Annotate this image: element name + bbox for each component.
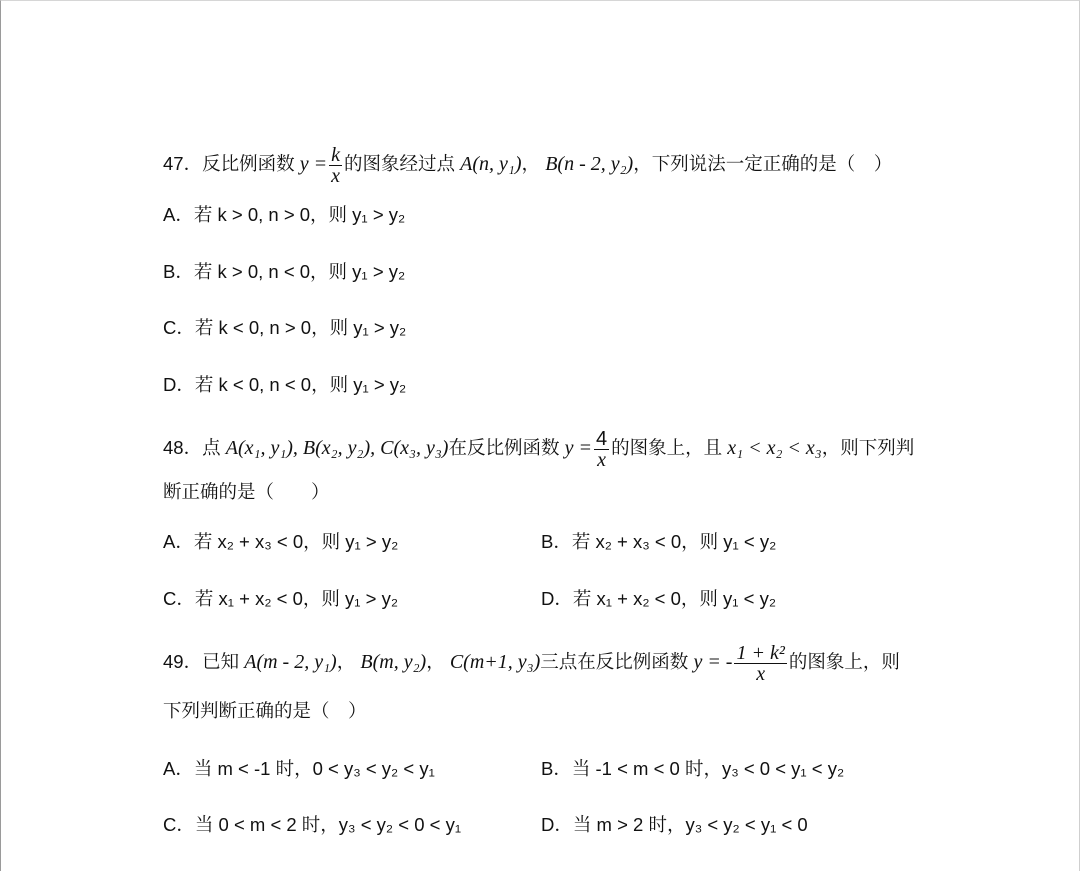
option-c — [163, 316, 406, 340]
separator: ， — [336, 651, 356, 672]
option-label: A． — [163, 531, 194, 552]
function-lhs: y = — [564, 437, 592, 459]
option-label: D． — [163, 374, 195, 395]
fraction-numerator: k — [331, 144, 340, 166]
question-text: 点 — [202, 437, 221, 458]
question-text: 的图象上，则 — [788, 651, 900, 672]
question-text: 的图象经过点 — [344, 153, 456, 174]
question-text: 已知 — [202, 651, 240, 672]
point-b: B(m, y₂) — [360, 651, 427, 673]
option-c — [163, 813, 461, 837]
point-c: C(m+1, y₃) — [449, 651, 541, 673]
option-d — [541, 587, 776, 611]
option-text: 当 m > 2 时，y₃ < y₂ < y₁ < 0 — [572, 814, 808, 835]
option-text: 当 0 < m < 2 时，y₃ < y₂ < 0 < y₁ — [194, 814, 462, 835]
function-fraction — [734, 643, 786, 684]
option-label: B． — [541, 531, 572, 552]
fraction-denominator: x — [331, 165, 340, 187]
condition: x₁ < x₂ < x₃ — [727, 437, 822, 459]
option-label: C． — [163, 814, 195, 835]
option-text: 若 k > 0, n > 0，则 y₁ > y₂ — [193, 204, 406, 225]
question-47-stem — [163, 145, 892, 186]
option-text: 若 k < 0, n > 0，则 y₁ > y₂ — [194, 317, 407, 338]
question-text: 在反比例函数 — [448, 437, 560, 458]
question-48-line2: 断正确的是（ ） — [163, 481, 330, 502]
question-text: ，则下列判 — [821, 437, 915, 458]
option-b — [541, 757, 844, 781]
option-a — [163, 757, 435, 781]
points-list: A(x₁, y₁), B(x₂, y₂), C(x₃, y₃) — [225, 437, 449, 459]
option-d — [541, 813, 808, 837]
option-text: 当 m < -1 时，0 < y₃ < y₂ < y₁ — [193, 758, 435, 779]
option-label: B． — [163, 261, 194, 282]
question-49-line2: 下列判断正确的是（ ） — [163, 700, 367, 721]
option-text: 若 x₁ + x₂ < 0，则 y₁ < y₂ — [572, 588, 777, 609]
point-a: A(m - 2, y₁) — [244, 651, 337, 673]
question-text: 三点在反比例函数 — [540, 651, 689, 672]
option-text: 若 k < 0, n < 0，则 y₁ > y₂ — [194, 374, 407, 395]
option-label: C． — [163, 588, 195, 609]
function-fraction — [594, 429, 609, 470]
option-a — [163, 530, 398, 554]
question-number: 48． — [163, 437, 203, 458]
option-text: 若 k > 0, n < 0，则 y₁ > y₂ — [193, 261, 406, 282]
fraction-denominator: x — [756, 663, 766, 685]
question-48-stem — [163, 429, 914, 470]
option-label: D． — [541, 814, 573, 835]
question-49-stem — [163, 643, 900, 684]
separator: ， — [426, 651, 445, 672]
fraction-denominator: x — [597, 449, 606, 471]
option-label: B． — [541, 758, 572, 779]
option-b — [163, 260, 405, 284]
option-b — [541, 530, 776, 554]
option-label: D． — [541, 588, 573, 609]
separator: ， — [521, 153, 541, 174]
option-text: 若 x₂ + x₃ < 0，则 y₁ > y₂ — [193, 531, 399, 552]
question-text: 的图象上，且 — [611, 437, 723, 458]
option-label: A． — [163, 758, 194, 779]
option-d — [163, 373, 406, 397]
point-b: B(n - 2, y₂) — [545, 153, 634, 175]
question-number: 49． — [163, 651, 203, 672]
function-lhs: y = — [299, 153, 328, 175]
function-lhs: y = - — [693, 651, 733, 673]
fraction-numerator: 4 — [595, 428, 608, 450]
point-a: A(n, y₁) — [460, 153, 522, 175]
function-fraction — [329, 145, 342, 186]
option-text: 若 x₁ + x₂ < 0，则 y₁ > y₂ — [194, 588, 399, 609]
option-c — [163, 587, 398, 611]
fraction-numerator: 1 + k² — [736, 642, 785, 664]
option-label: C． — [163, 317, 195, 338]
option-text: 若 x₂ + x₃ < 0，则 y₁ < y₂ — [571, 531, 777, 552]
option-a — [163, 203, 405, 227]
question-text: 反比例函数 — [202, 153, 295, 174]
option-label: A． — [163, 204, 194, 225]
question-number: 47． — [163, 153, 203, 174]
option-text: 当 -1 < m < 0 时，y₃ < 0 < y₁ < y₂ — [571, 758, 845, 779]
question-text: ，下列说法一定正确的是（ ） — [633, 153, 893, 174]
